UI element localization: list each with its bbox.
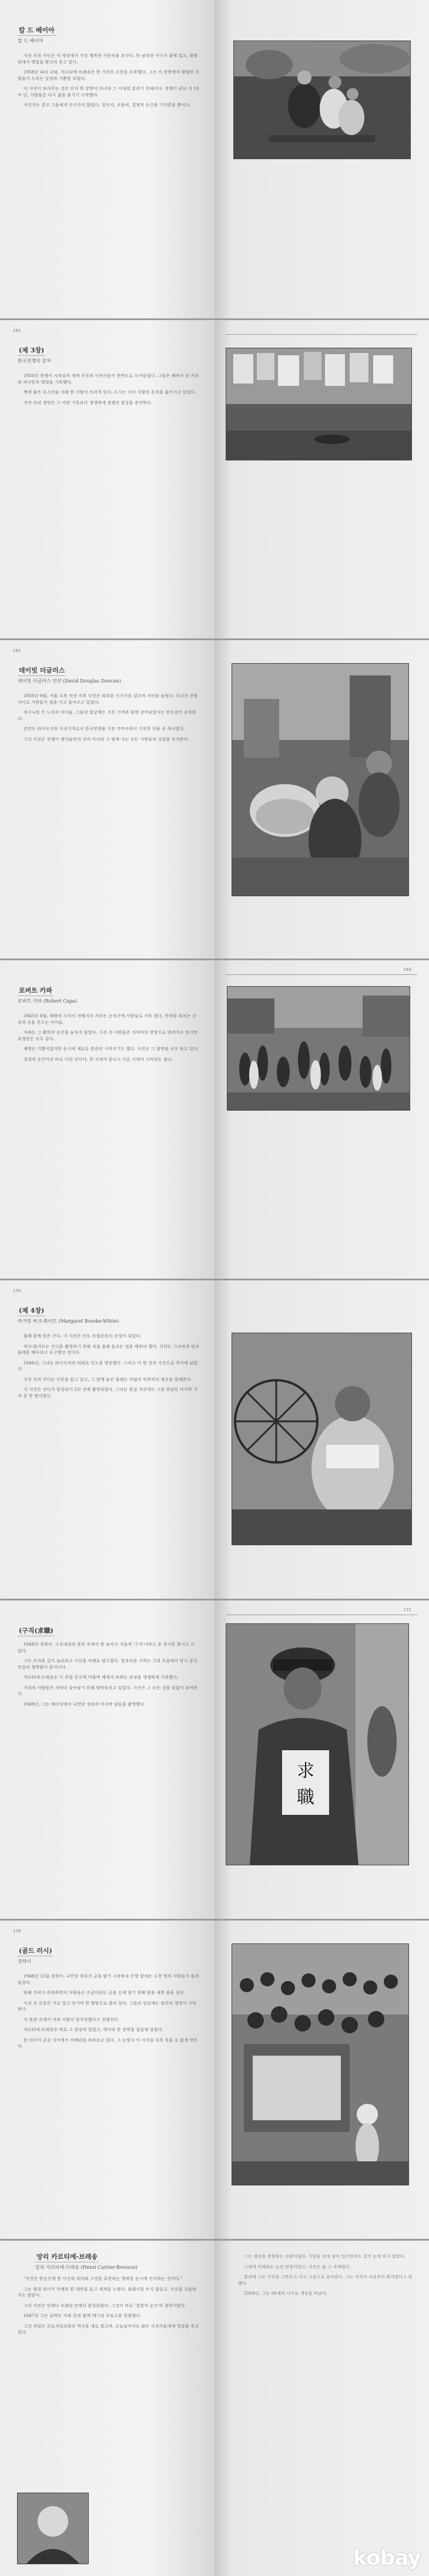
paragraph: 이 사진이 보여주는 것은 단지 한 장면이 아니라 그 시대의 분위기 전체이다. 전쟁이 끝난 지 10여 년, 사람들은 다시 삶을 즐기기 시작했다. — [18, 86, 199, 97]
photo-gold-rush-crowd — [232, 1944, 408, 2185]
paragraph: 그에게 카메라는 눈의 연장이었고, 사진은 삶 그 자체였다. — [244, 2264, 351, 2269]
book-spread-6 — [0, 1600, 429, 1921]
page-number: 161 — [13, 328, 21, 333]
photo-family-picnic — [234, 41, 410, 159]
page-number: 162 — [13, 648, 21, 653]
paragraph: 벽에 붙은 포스터들 아래 한 사람이 쓰러져 있다. 도시는 이미 사람의 흔적을 잃어가고 있었다. — [24, 390, 196, 395]
section-title: 칼 드 베이아 — [18, 25, 56, 36]
paragraph: "사진은 한순간에 한 사건의 의미와 그것을 표현하는 형태를 동시에 인식하는 것이다." — [24, 2276, 183, 2281]
right-page — [214, 2241, 429, 2576]
paragraph: 결정적 순간이란 바로 이런 것이다. 한 시대가 끝나고 다른 시대가 시작되는 찰나. — [24, 1057, 173, 1062]
section-title: 데이빗 더글러스 — [18, 665, 66, 676]
section-subtitle: 한국전쟁의 상처 — [18, 358, 51, 364]
section-title: (제 4장) — [18, 1305, 45, 1316]
paragraph: 그의 작업은 포토저널리즘의 역사를 새로 썼으며, 오늘날까지도 많은 사진가들에게 영감을 주고 있다. — [18, 2323, 199, 2335]
body-text — [18, 373, 199, 410]
body-text — [18, 53, 199, 113]
section-heading — [18, 23, 56, 44]
right-page — [214, 320, 429, 638]
paragraph: 1948년 12월 상하이. 국민당 정부가 금을 팔기 시작하자 은행 앞에는 수천 명의 사람들이 몰려들었다. — [18, 1974, 199, 1985]
body-text — [18, 2276, 199, 2340]
book-spread-5 — [0, 1280, 429, 1600]
paragraph: 2004년, 그는 96세의 나이로 세상을 떠났다. — [244, 2291, 328, 2296]
photo-seoul-ruins — [232, 664, 408, 896]
left-page — [0, 640, 214, 959]
body-text — [18, 693, 199, 746]
paragraph: 1949년, 그는 베이징에서 국민당 정부의 마지막 날들을 촬영했다. — [24, 1701, 146, 1707]
paragraph: 1946년, 그녀는 라이프지의 의뢰로 인도를 방문했다. 그리고 이 한 장의 사진으로 역사에 남았다. — [18, 1360, 198, 1371]
right-page — [214, 1921, 429, 2239]
body-text — [18, 1973, 199, 2054]
section-heading — [35, 2250, 138, 2271]
section-subtitle: 칼 드 베이아 — [18, 38, 43, 43]
section-subtitle: 상하이 — [18, 1959, 32, 1964]
section-heading — [18, 1944, 53, 1965]
paragraph: 1947년 그는 로버트 카파 등과 함께 매그넘 포토스를 창립했다. — [24, 2313, 142, 2318]
section-heading — [18, 664, 121, 684]
section-title: (구직(求職) — [18, 1625, 55, 1636]
paragraph: 사진 속의 여인은 이 세상에서 가장 행복한 사람처럼 보인다. 한 남자와 아이가 곁에 있고, 풀밭 위에서 햇빛을 받으며 웃고 있다. — [18, 53, 198, 65]
page-number: 178 — [13, 1929, 21, 1933]
paragraph: 사진 속의 장면은 그 어떤 기록보다 생생하게 전쟁의 참상을 증언한다. — [24, 400, 153, 405]
left-page — [0, 2241, 214, 2576]
svg-text:職: 職 — [297, 1787, 314, 1808]
paragraph: 그는 모자를 깊이 눌러쓰고 시선을 아래로 떨구었다. 일자리를 구하는 그의 모습에서 당시 중국 민중의 절박함이 묻어난다. — [18, 1659, 198, 1670]
section-subtitle: 앙리 카르티에-브레송 (Henri Cartier-Bresson) — [35, 2265, 138, 2270]
section-heading — [18, 1624, 55, 1636]
paragraph: 말년에 그는 사진을 그만두고 다시 그림으로 돌아갔다. 그는 자신이 처음부터 화가였다고 말했다. — [238, 2275, 413, 2286]
watermark-logo: kobay — [353, 2546, 421, 2570]
paragraph: 바구니를 든 노인과 아이들. 그들의 얼굴에는 지친 기색과 함께 살아남았다는 안도감이 교차한다. — [18, 710, 196, 721]
paragraph: 물레 앞에 앉은 간디. 이 사진은 인도 독립운동의 상징이 되었다. — [24, 1334, 142, 1339]
paragraph: 1958년 파리 교외. 카르티에-브레송은 한 가족의 소풍을 포착했다. 그는 이 장면에서 평범한 사람들이 누리는 일상의 기쁨을 보았다. — [18, 70, 199, 81]
body-text — [18, 1642, 199, 1711]
paragraph: 사진가는 결코 그들에게 다가가지 않았다. 멀리서, 조용히, 결정적 순간을 기다렸을 뿐이다. — [24, 103, 191, 107]
left-page — [0, 1280, 214, 1599]
page-number: 170 — [13, 1289, 21, 1293]
section-heading — [18, 344, 51, 364]
paragraph: 1950년 전쟁이 시작되자 세계 각국의 사진가들이 한반도로 모여들었다. 그들은 폐허가 된 거리와 피난민의 행렬을 기록했다. — [18, 374, 199, 385]
photo-job-seeker — [226, 1624, 408, 1865]
section-subtitle: 데이빗 더글러스 던컨 (David Douglas Duncan) — [18, 678, 121, 684]
book-spread-3 — [0, 640, 429, 960]
paragraph: 1948년 상하이. 국공내전의 혼란 속에서 한 남자가 가슴에 '구직'이라고 쓴 종이를 붙이고 서 있다. — [18, 1642, 195, 1653]
book-spread-8 — [0, 2241, 429, 2576]
section-subtitle: 마거릿 버크-화이트 (Margaret Bourke-White) — [18, 1319, 119, 1324]
paragraph: 1950년 9월, 서울 수복 작전 직후 던컨은 파괴된 시가지를 걸으며 셔터를 눌렀다. 무너진 건물 사이로 사람들이 짐을 이고 돌아오고 있었다. — [18, 694, 198, 705]
paragraph: 그는 세상을 관찰하는 사람이었다. 사람들 속에 섞여 있으면서도 결코 눈에 띄지 않았다. — [244, 2254, 406, 2259]
right-page — [214, 1600, 429, 1919]
body-text — [18, 1333, 199, 1403]
paragraph: 그는 평생 라이카 카메라 한 대만을 들고 세계를 누볐다. 플래시를 쓰지 않았고, 사진을 크롭하지도 않았다. — [18, 2286, 196, 2298]
body-text — [238, 2254, 414, 2301]
book-spread-2 — [0, 320, 429, 640]
photo-portrait — [18, 2493, 88, 2564]
paragraph: 던컨은 라이프지의 사진기자로서 한국전쟁을 가장 가까이에서 기록한 인물 중 하나였다. — [24, 727, 185, 731]
right-page — [214, 960, 429, 1279]
book-spread-4 — [0, 960, 429, 1280]
section-heading — [18, 984, 77, 1004]
section-heading — [18, 1304, 119, 1324]
header-rule — [226, 334, 417, 335]
paragraph: 거리의 사람들은 저마다 살아남기 위해 발버둥치고 있었다. 사진은 그 모든 것을 말없이 보여준다. — [18, 1685, 198, 1696]
paragraph: 사진 속 군중은 서로 밀고 당기며 한 방향으로 쏠려 있다. 그들의 얼굴에는 불안과 절망이 가득하다. — [18, 2000, 196, 2012]
paragraph: 버크-화이트는 간디를 촬영하기 위해 직접 물레 돌리는 법을 배워야 했다. 간디는 그녀에게 먼저 물레를 배우라고 요구했던 것이다. — [18, 1344, 199, 1355]
paragraph: 이 사진은 간디가 암살되기 2년 전에 촬영되었다. 그녀는 암살 직전에도 그를 만났던 마지막 기자 중 한 명이었다. — [18, 1387, 198, 1398]
paragraph: 이 혼란 속에서 여러 사람이 압사당했다고 전해진다. — [24, 2017, 120, 2022]
right-page — [214, 0, 429, 318]
left-page — [0, 1921, 214, 2239]
book-spread-1 — [0, 0, 429, 320]
left-page — [0, 320, 214, 638]
section-subtitle: 로버트 카파 (Robert Capa) — [18, 998, 78, 1004]
paragraph: 카르티에-브레송은 이 무렵 중국에 머물며 체제가 바뀌는 과정을 생생하게 기록했다. — [24, 1675, 179, 1680]
right-page — [214, 1280, 429, 1599]
paragraph: 사진 속의 간디는 신문을 읽고 있고, 그 앞에 놓인 물레는 자립과 비폭력의 정신을 말해준다. — [24, 1377, 193, 1382]
page-number: 171 — [403, 1608, 411, 1612]
photo-gandhi-spinning-wheel — [232, 1333, 411, 1545]
section-title: (제 3장) — [18, 345, 45, 356]
paragraph: 한 아이가 군중 사이에서 카메라를 바라보고 있다. 그 눈빛이 이 사진을 더욱 잊을 수 없게 만든다. — [18, 2037, 198, 2049]
photo-liberation-crowd — [227, 987, 410, 1110]
photo-street-posters — [226, 348, 411, 460]
header-rule — [226, 974, 417, 975]
paragraph: 화폐 가치가 폭락하면서 사람들은 조금이라도 금을 손에 넣기 위해 밤을 새워 줄을 섰다. — [24, 1990, 186, 1995]
right-page — [214, 640, 429, 959]
paragraph: 카르티에-브레송은 바로 그 현장에 있었고, 역사의 한 장면을 필름에 담았다. — [24, 2027, 164, 2032]
paragraph: 해방은 기쁨이었지만 동시에 새로운 혼란의 시작이기도 했다. 사진은 그 양면을 모두 담고 있다. — [24, 1047, 199, 1051]
paragraph: 1945년 8월, 해방의 소식이 전해지자 거리는 순식간에 사람들로 가득 찼다. 만세를 외치는 군중과 손을 흔드는 아이들. — [18, 1014, 196, 1025]
left-page — [0, 960, 214, 1279]
section-title: 앙리 카르티에-브레송 — [35, 2251, 99, 2262]
paragraph: 그의 사진은 전쟁이 병사들만의 것이 아니라 그 땅에 사는 모든 사람들의 것임을 보여준다. — [24, 737, 190, 742]
section-title: (골드 러시) — [18, 1945, 53, 1956]
page-number: 163 — [403, 967, 411, 972]
section-title: 로버트 카파 — [18, 985, 53, 996]
book-spread-7 — [0, 1921, 429, 2241]
svg-text:求: 求 — [297, 1761, 314, 1781]
left-page — [0, 1600, 214, 1919]
paragraph: 그의 사진은 언제나 프레임 안에서 완성되었다. 그것이 바로 '결정적 순간'의 철학이었다. — [24, 2303, 187, 2308]
left-page — [0, 0, 214, 318]
paragraph: 카파는 그 환희의 순간을 놓치지 않았다. 사진 속 사람들은 저마다의 방향으로 달려가고 있지만 표정만은 모두 같다. — [18, 1030, 198, 1041]
body-text — [18, 1013, 199, 1067]
